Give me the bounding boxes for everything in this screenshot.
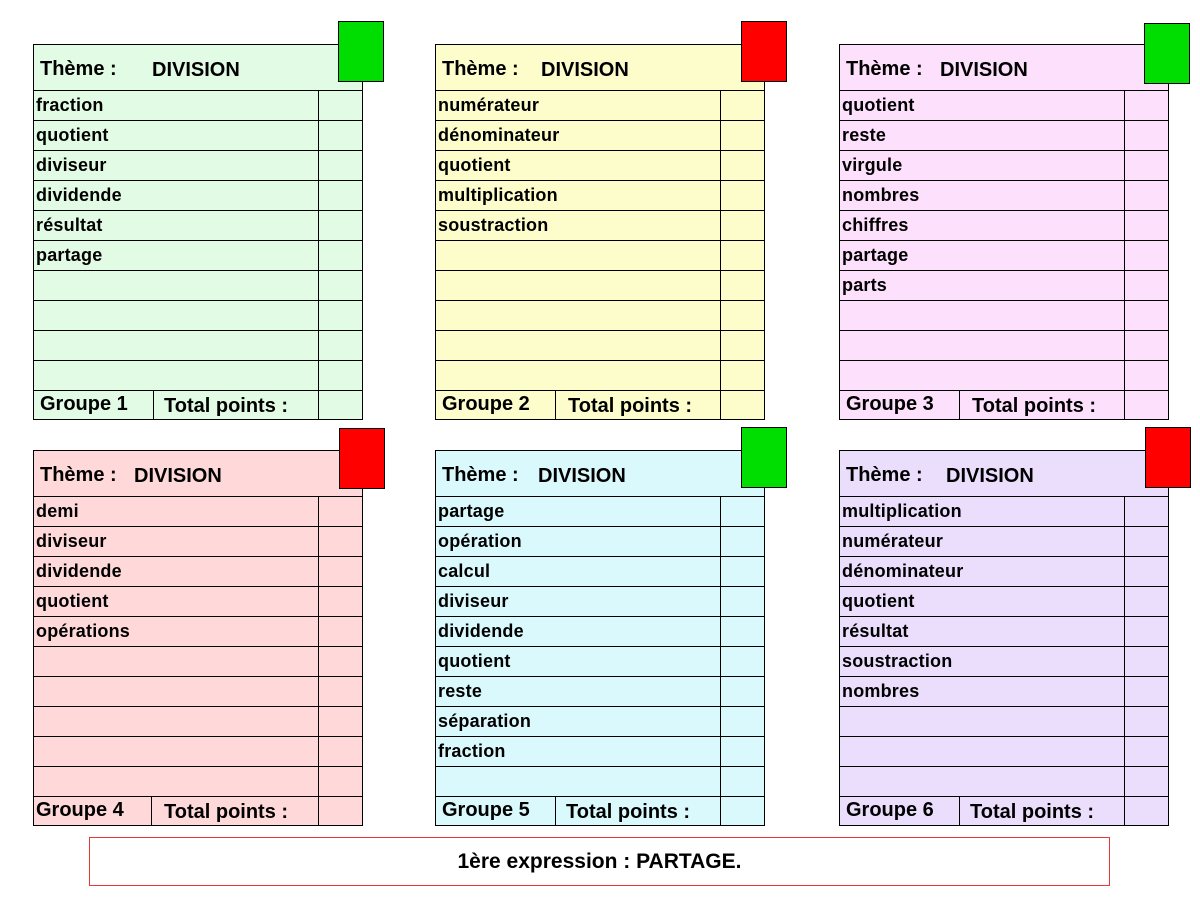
status-flag [1145,427,1191,488]
points-cell[interactable] [720,587,764,616]
word-text: diviseur [36,155,107,175]
word-row [840,151,1168,181]
theme-value: DIVISION [538,465,626,487]
word-row [436,767,764,797]
word-row [840,331,1168,361]
points-cell[interactable] [1124,301,1168,330]
word-text: séparation [438,711,532,731]
points-cell[interactable] [318,121,362,150]
card-footer [34,796,362,825]
card-footer [840,796,1168,825]
group-cell [34,390,154,419]
word-text: dénominateur [438,125,560,145]
word-text: chiffres [842,215,909,235]
card-header [34,45,362,91]
word-text: quotient [438,651,511,671]
word-row [436,301,764,331]
total-points-cell[interactable] [1124,796,1168,825]
points-cell[interactable] [1124,587,1168,616]
theme-label: Thème : [40,58,117,80]
theme-label: Thème : [846,58,923,80]
points-cell[interactable] [318,557,362,586]
group-cell [840,796,960,825]
points-cell[interactable] [720,707,764,736]
word-list [840,497,1168,797]
expression-text: 1ère expression : PARTAGE. [457,850,742,873]
points-cell[interactable] [1124,707,1168,736]
points-cell[interactable] [318,527,362,556]
points-cell[interactable] [720,497,764,526]
word-row [840,587,1168,617]
group-label: Groupe 1 [40,393,128,415]
word-text: résultat [36,215,103,235]
status-flag [741,427,787,488]
points-cell[interactable] [318,497,362,526]
word-row [436,331,764,361]
total-points-label: Total points : [970,801,1095,823]
word-row [840,91,1168,121]
points-cell[interactable] [1124,181,1168,210]
word-text: quotient [842,591,915,611]
word-text: quotient [36,591,109,611]
word-row [34,707,362,737]
total-points-cell[interactable] [318,390,362,419]
theme-label: Thème : [846,464,923,486]
points-cell[interactable] [720,647,764,676]
word-text: opérations [36,621,131,641]
word-text: reste [842,125,887,145]
word-row [34,557,362,587]
word-row [840,121,1168,151]
word-row [840,557,1168,587]
word-text: reste [438,681,483,701]
points-cell[interactable] [1124,331,1168,360]
points-cell[interactable] [318,331,362,360]
group-card-6 [839,450,1169,826]
group-card-5 [435,450,765,826]
word-row [34,647,362,677]
points-cell[interactable] [720,677,764,706]
points-cell[interactable] [1124,361,1168,390]
word-row [436,121,764,151]
word-row [436,557,764,587]
word-row [840,211,1168,241]
card-footer [436,390,764,419]
word-row [436,91,764,121]
word-text: diviseur [36,531,107,551]
points-cell[interactable] [318,617,362,646]
points-cell[interactable] [720,271,764,300]
points-cell[interactable] [720,121,764,150]
word-row [34,241,362,271]
word-text: dénominateur [842,561,964,581]
word-row [840,647,1168,677]
word-row [436,617,764,647]
group-cell [840,390,960,419]
points-cell[interactable] [1124,557,1168,586]
word-text: multiplication [842,501,962,521]
word-row [840,707,1168,737]
group-card-3 [839,44,1169,420]
word-text: multiplication [438,185,558,205]
points-cell[interactable] [720,331,764,360]
theme-label: Thème : [442,58,519,80]
word-row [436,587,764,617]
word-text: partage [438,501,505,521]
points-cell[interactable] [1124,271,1168,300]
status-flag [1144,23,1190,84]
theme-label: Thème : [40,464,117,486]
word-row [34,301,362,331]
card-header [436,451,764,497]
group-label: Groupe 4 [36,799,124,821]
total-points-label: Total points : [164,395,289,417]
word-row [436,677,764,707]
word-text: nombres [842,185,920,205]
word-row [34,151,362,181]
group-cell [436,390,556,419]
word-row [436,707,764,737]
word-text: dividende [438,621,524,641]
word-row [436,151,764,181]
points-cell[interactable] [318,647,362,676]
word-text: dividende [36,561,122,581]
points-cell[interactable] [720,241,764,270]
points-cell[interactable] [720,767,764,796]
points-cell[interactable] [318,587,362,616]
word-row [436,647,764,677]
total-points-cell[interactable] [720,796,764,825]
word-row [436,527,764,557]
word-text: quotient [438,155,511,175]
points-cell[interactable] [318,677,362,706]
theme-value: DIVISION [946,465,1034,487]
word-text: quotient [842,95,915,115]
points-cell[interactable] [720,557,764,586]
points-cell[interactable] [1124,211,1168,240]
word-row [34,121,362,151]
word-text: nombres [842,681,920,701]
total-points-label: Total points : [972,395,1097,417]
word-row [34,587,362,617]
total-points-cell[interactable] [318,796,362,825]
word-text: partage [36,245,103,265]
points-cell[interactable] [720,737,764,766]
word-row [840,361,1168,391]
word-text: dividende [36,185,122,205]
word-row [840,181,1168,211]
group-label: Groupe 3 [846,393,934,415]
card-footer [436,796,764,825]
points-cell[interactable] [1124,497,1168,526]
total-points-cell[interactable] [1124,390,1168,419]
word-row [34,677,362,707]
points-cell[interactable] [1124,767,1168,796]
points-cell[interactable] [720,211,764,240]
points-cell[interactable] [1124,617,1168,646]
word-row [436,361,764,391]
points-cell[interactable] [1124,121,1168,150]
points-cell[interactable] [720,151,764,180]
points-cell[interactable] [318,271,362,300]
card-header [34,451,362,497]
word-row [436,211,764,241]
points-cell[interactable] [720,91,764,120]
points-cell[interactable] [1124,647,1168,676]
word-list [436,497,764,797]
group-label: Groupe 5 [442,799,530,821]
word-text: soustraction [842,651,953,671]
group-label: Groupe 2 [442,393,530,415]
status-flag [741,21,787,82]
word-text: virgule [842,155,903,175]
word-row [34,617,362,647]
word-text: diviseur [438,591,509,611]
word-row [840,271,1168,301]
points-cell[interactable] [720,181,764,210]
word-row [840,737,1168,767]
word-text: résultat [842,621,909,641]
word-text: partage [842,245,909,265]
points-cell[interactable] [318,181,362,210]
word-row [436,737,764,767]
expression-banner [89,837,1110,886]
word-row [436,181,764,211]
points-cell[interactable] [720,617,764,646]
points-cell[interactable] [720,301,764,330]
points-cell[interactable] [1124,241,1168,270]
word-row [840,241,1168,271]
points-cell[interactable] [318,151,362,180]
points-cell[interactable] [318,91,362,120]
group-cell [34,796,152,825]
word-row [34,767,362,797]
word-text: calcul [438,561,491,581]
word-text: numérateur [842,531,944,551]
group-cell [436,796,556,825]
points-cell[interactable] [1124,151,1168,180]
theme-value: DIVISION [152,59,240,81]
word-row [840,527,1168,557]
points-cell[interactable] [1124,677,1168,706]
group-card-1 [33,44,363,420]
word-list [34,497,362,797]
total-points-label: Total points : [164,801,289,823]
word-text: fraction [438,741,506,761]
word-row [840,301,1168,331]
card-footer [840,390,1168,419]
word-row [34,361,362,391]
points-cell[interactable] [318,241,362,270]
word-row [34,271,362,301]
points-cell[interactable] [720,527,764,556]
word-row [436,241,764,271]
theme-value: DIVISION [541,59,629,81]
points-cell[interactable] [720,361,764,390]
word-row [436,497,764,527]
card-footer [34,390,362,419]
theme-value: DIVISION [134,465,222,487]
group-card-2 [435,44,765,420]
card-header [840,451,1168,497]
word-row [840,767,1168,797]
word-row [34,527,362,557]
points-cell[interactable] [318,737,362,766]
points-cell[interactable] [318,301,362,330]
word-row [840,497,1168,527]
word-list [840,91,1168,391]
word-row [840,677,1168,707]
word-row [34,91,362,121]
word-row [34,331,362,361]
word-text: demi [36,501,79,521]
word-row [34,211,362,241]
status-flag [339,428,385,489]
word-text: opération [438,531,522,551]
points-cell[interactable] [318,767,362,796]
word-row [34,181,362,211]
total-points-label: Total points : [568,395,693,417]
word-row [34,737,362,767]
word-row [34,497,362,527]
card-header [840,45,1168,91]
word-text: fraction [36,95,104,115]
group-card-4 [33,450,363,826]
total-points-cell[interactable] [720,390,764,419]
word-text: parts [842,275,888,295]
points-cell[interactable] [318,361,362,390]
word-text: numérateur [438,95,540,115]
group-label: Groupe 6 [846,799,934,821]
points-cell[interactable] [1124,527,1168,556]
points-cell[interactable] [318,211,362,240]
total-points-label: Total points : [566,801,691,823]
word-list [34,91,362,391]
points-cell[interactable] [318,707,362,736]
theme-value: DIVISION [940,59,1028,81]
word-list [436,91,764,391]
points-cell[interactable] [1124,91,1168,120]
points-cell[interactable] [1124,737,1168,766]
word-row [436,271,764,301]
card-header [436,45,764,91]
word-row [840,617,1168,647]
word-text: quotient [36,125,109,145]
word-text: soustraction [438,215,549,235]
theme-label: Thème : [442,464,519,486]
status-flag [338,21,384,82]
